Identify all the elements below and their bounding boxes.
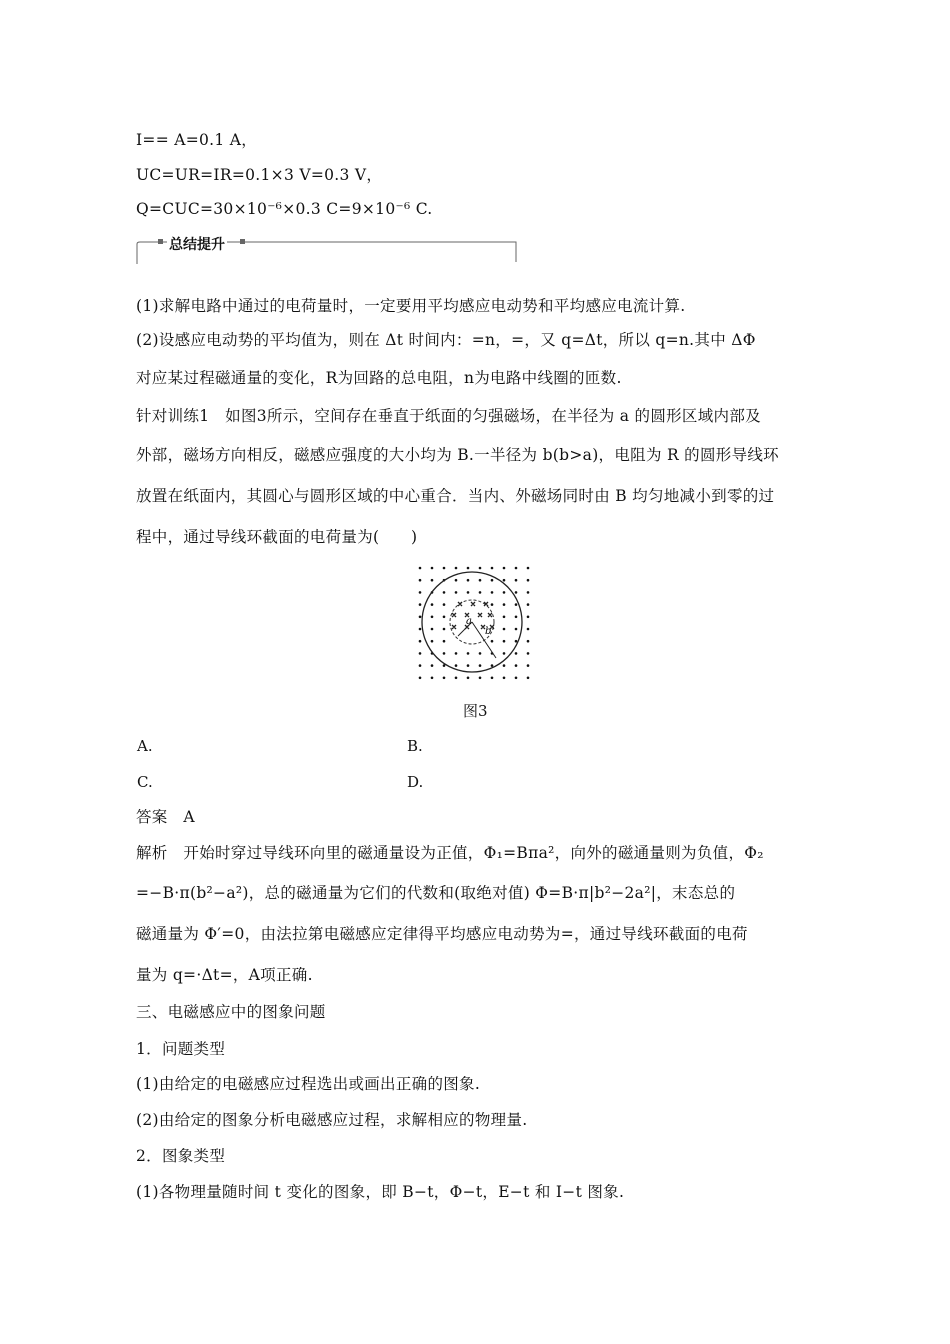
field-dot [443,628,446,631]
field-dot [515,652,518,655]
field-dot [455,567,458,570]
field-dot [515,640,518,643]
field-dot [419,616,422,619]
text-line: 外部，磁场方向相反，磁感应强度的大小均为 B.一半径为 b(b>a)，电阻为 R 的圆形导线环 [136,446,779,464]
field-dot [527,603,530,606]
text-line: 量为 q=·Δt=，A项正确. [136,966,313,984]
field-dot [443,652,446,655]
field-dot [515,677,518,680]
text-line: Q=CUC=30×10⁻⁶×0.3 C=9×10⁻⁶ C. [136,200,433,218]
text-line: (2)设感应电动势的平均值为，则在 Δt 时间内：=n，=，又 q=Δt，所以 q=n.其中 ΔΦ [136,331,756,349]
label-a: a [466,616,472,627]
figure-caption: 图3 [463,702,488,720]
text-line: (1)由给定的电磁感应过程选出或画出正确的图象. [136,1075,481,1093]
field-dot [419,664,422,667]
field-dot [527,591,530,594]
field-dot [503,579,506,582]
label-b: b [485,626,492,637]
field-dot [527,664,530,667]
field-dot [527,567,530,570]
text-line: (1)各物理量随时间 t 变化的图象，即 B−t，Φ−t，E−t 和 I−t 图象. [136,1183,625,1201]
text-line: 针对训练1 如图3所示，空间存在垂直于纸面的匀强磁场，在半径为 a 的圆形区域内部及 [136,407,761,425]
field-dot [515,628,518,631]
field-dot [431,616,434,619]
field-dot [443,591,446,594]
field-dot [479,677,482,680]
field-dot [479,664,482,667]
field-dot [491,591,494,594]
field-dot [503,567,506,570]
subheading: 2．图象类型 [136,1147,226,1165]
text-line: I== A=0.1 A， [136,131,258,149]
text-line: 解析 开始时穿过导线环向里的磁通量设为正值，Φ₁=Bπa²，向外的磁通量则为负值，Φ₂ [136,844,764,862]
field-dot [515,603,518,606]
field-dot [515,591,518,594]
field-dot [527,628,530,631]
text-line: (2)由给定的图象分析电磁感应过程，求解相应的物理量. [136,1111,528,1129]
field-dot [455,591,458,594]
field-dot [467,579,470,582]
field-dot [527,616,530,619]
field-dot [431,640,434,643]
field-dot [419,567,422,570]
field-dot [503,591,506,594]
field-dot [503,664,506,667]
field-dot [527,677,530,680]
field-dot [455,664,458,667]
field-dot [455,677,458,680]
field-dot [419,579,422,582]
option-b: B. [407,737,423,755]
section-heading: 三、电磁感应中的图象问题 [136,1003,326,1021]
field-dot [419,628,422,631]
field-dot [431,579,434,582]
field-dot [431,628,434,631]
field-dot [491,567,494,570]
text-line: 磁通量为 Φ′=0，由法拉第电磁感应定律得平均感应电动势为=，通过导线环截面的电荷 [136,925,748,943]
field-dot [443,677,446,680]
field-dot [515,579,518,582]
field-dot [443,603,446,606]
field-dot [491,579,494,582]
text-line: 放置在纸面内，其圆心与圆形区域的中心重合．当内、外磁场同时由 B 均匀地减小到零的过 [136,487,775,505]
field-dot [431,677,434,680]
field-dot [503,640,506,643]
text-line: UC=UR=IR=0.1×3 V=0.3 V， [136,166,383,184]
field-dot [491,640,494,643]
field-dot [431,567,434,570]
field-dot [479,652,482,655]
field-dot [467,677,470,680]
field-dot [431,664,434,667]
summary-title: 总结提升 [167,234,227,254]
option-d: D. [407,773,424,791]
field-dot [515,664,518,667]
field-dot [467,567,470,570]
field-dot [431,603,434,606]
field-dot [527,640,530,643]
text-line: (1)求解电路中通过的电荷量时，一定要用平均感应电动势和平均感应电流计算. [136,297,686,315]
field-dot [503,616,506,619]
field-dot [419,591,422,594]
field-dot [491,664,494,667]
text-line: =−B·π(b²−a²)，总的磁通量为它们的代数和(取绝对值) Φ=B·π|b²−2a²|，末态总的 [136,884,736,902]
field-dot [419,677,422,680]
field-dot [443,567,446,570]
field-dot [503,677,506,680]
magnetic-field-figure [410,560,535,686]
field-dot [479,579,482,582]
field-dot [515,567,518,570]
field-dot [467,664,470,667]
field-dot [455,652,458,655]
text-line: 程中，通过导线环截面的电荷量为( ) [136,528,418,546]
field-dot [503,652,506,655]
text-line: 对应某过程磁通量的变化，R为回路的总电阻，n为电路中线圈的匝数. [136,369,622,387]
field-dot [455,579,458,582]
field-dot [479,567,482,570]
option-c: C. [137,773,153,791]
field-dot [491,677,494,680]
subheading: 1．问题类型 [136,1040,226,1058]
field-dot [467,591,470,594]
option-a: A. [137,737,153,755]
field-dot [515,616,518,619]
field-dot [443,616,446,619]
field-dot [419,640,422,643]
field-dot [503,628,506,631]
answer-line: 答案 A [136,808,195,826]
field-dot [479,591,482,594]
field-dot [503,603,506,606]
field-dot [527,652,530,655]
field-dot [419,603,422,606]
field-dot [443,640,446,643]
field-dot [491,603,494,606]
field-dot [527,579,530,582]
field-dot [419,652,422,655]
field-dot [467,652,470,655]
